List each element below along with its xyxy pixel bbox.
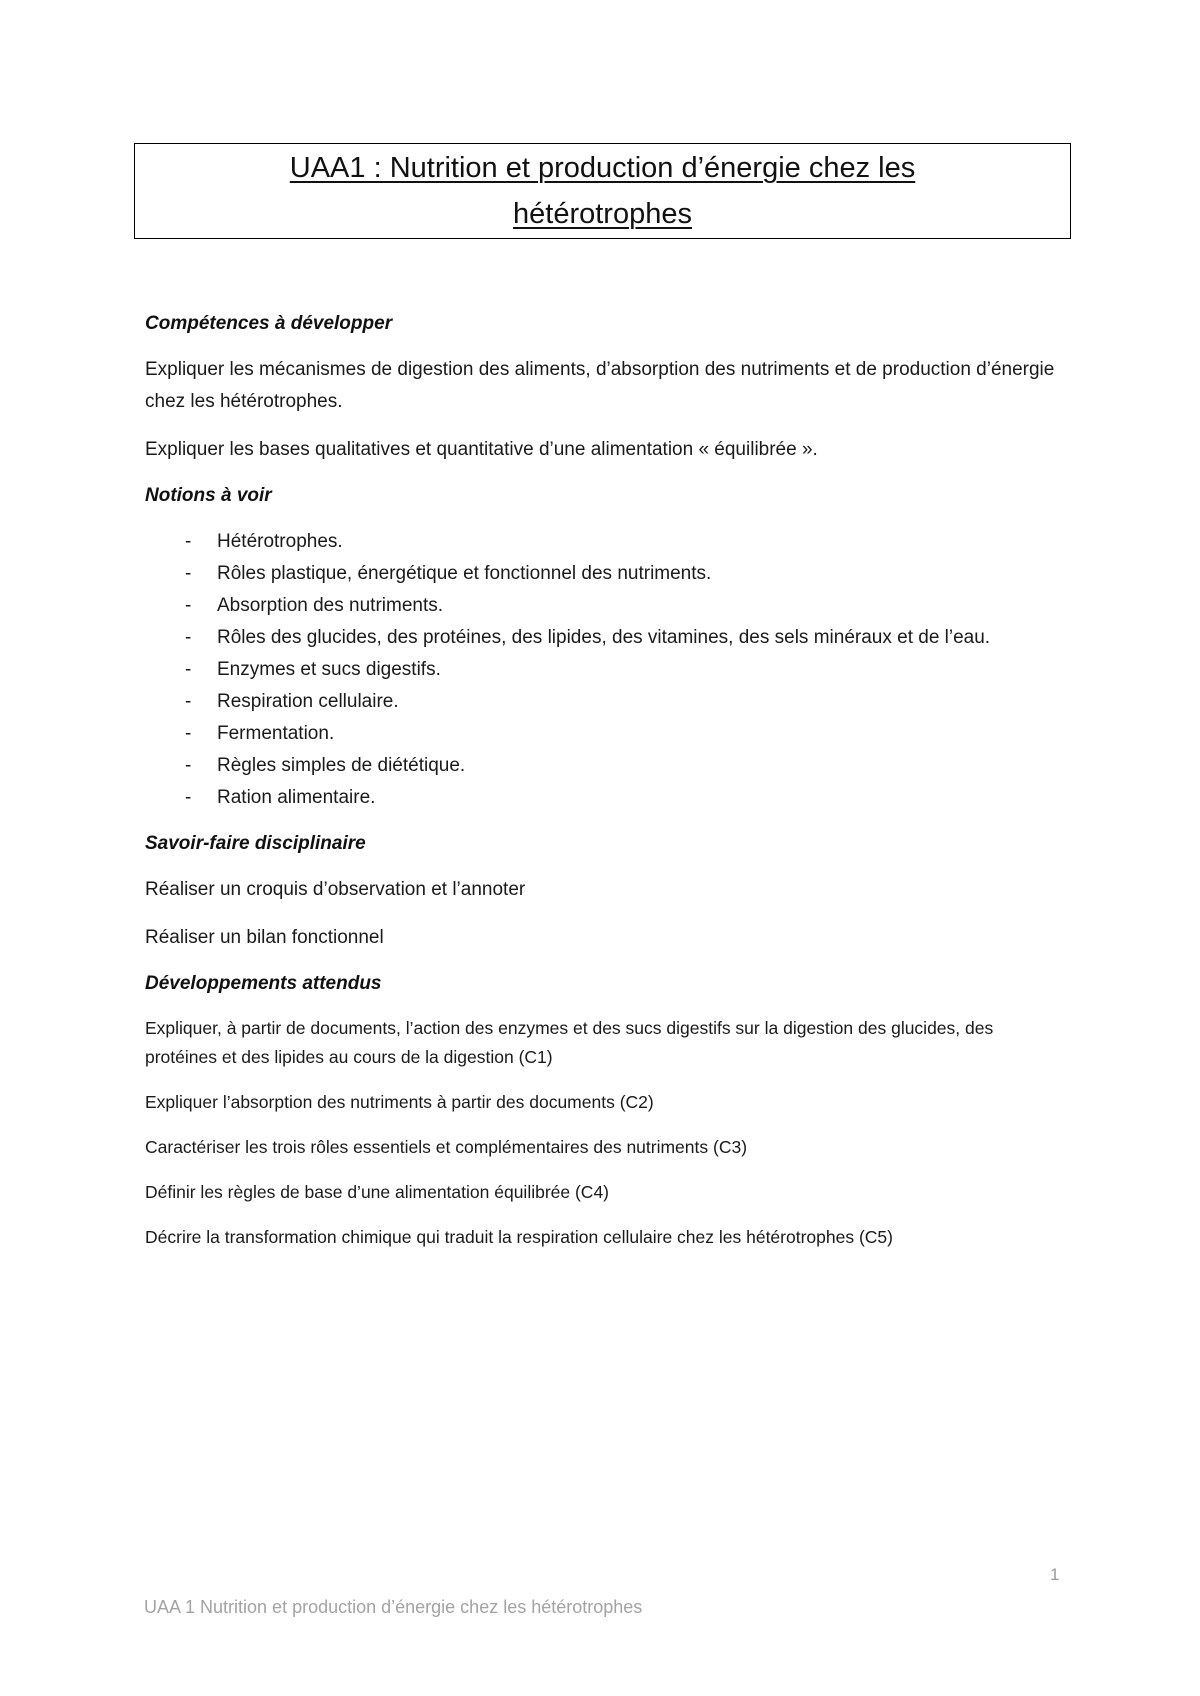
developpement-paragraph-c2: Expliquer l’absorption des nutriments à partir des documents (C2) bbox=[145, 1092, 654, 1112]
list-item-text: Respiration cellulaire. bbox=[217, 691, 399, 712]
document-title-line-2: hétérotrophes bbox=[513, 198, 692, 230]
list-bullet: - bbox=[185, 691, 192, 712]
list-item-text: Hétérotrophes. bbox=[217, 531, 343, 552]
list-bullet: - bbox=[185, 531, 192, 552]
list-item-text: Règles simples de diététique. bbox=[217, 755, 466, 776]
list-item bbox=[145, 718, 1060, 750]
list-bullet: - bbox=[185, 659, 192, 680]
title-box bbox=[134, 143, 1071, 239]
list-item-text: Enzymes et sucs digestifs. bbox=[217, 659, 441, 680]
developpement-paragraph-c3: Caractériser les trois rôles essentiels et complémentaires des nutriments (C3) bbox=[145, 1137, 748, 1157]
list-item-text: Rôles des glucides, des protéines, des lipides, des vitamines, des sels minéraux et de l’eau. bbox=[217, 627, 991, 648]
page-footer: UAA 1 Nutrition et production d’énergie chez les hétérotrophes bbox=[144, 1597, 643, 1617]
list-item bbox=[145, 686, 1060, 718]
section-heading-notions: Notions à voir bbox=[145, 485, 272, 506]
list-bullet: - bbox=[185, 563, 192, 584]
list-bullet: - bbox=[185, 595, 192, 616]
list-item-text: Absorption des nutriments. bbox=[217, 595, 444, 616]
list-item-text: Fermentation. bbox=[217, 723, 335, 744]
list-item-text: Ration alimentaire. bbox=[217, 787, 376, 808]
list-item bbox=[145, 622, 1060, 654]
section-heading-developpements: Développements attendus bbox=[145, 973, 382, 994]
savoir-faire-paragraph-2: Réaliser un bilan fonctionnel bbox=[145, 927, 384, 948]
competence-paragraph-1: Expliquer les mécanismes de digestion des aliments, d’absorption des nutriments et de production d’énergie chez les hétérotrophes. bbox=[145, 359, 1055, 412]
list-item bbox=[145, 750, 1060, 782]
savoir-faire-paragraph-1: Réaliser un croquis d’observation et l’annoter bbox=[145, 879, 526, 900]
section-heading-competences: Compétences à développer bbox=[145, 313, 393, 334]
competence-paragraph-2: Expliquer les bases qualitatives et quantitative d’une alimentation « équilibrée ». bbox=[145, 439, 818, 460]
document-title-line-1: UAA1 : Nutrition et production d’énergie chez les bbox=[289, 152, 916, 184]
list-item bbox=[145, 526, 1060, 558]
list-bullet: - bbox=[185, 755, 192, 776]
section-heading-savoir-faire: Savoir-faire disciplinaire bbox=[145, 833, 366, 854]
list-item bbox=[145, 782, 1060, 814]
developpement-paragraph-c4: Définir les règles de base d’une alimentation équilibrée (C4) bbox=[145, 1182, 610, 1202]
list-item-text: Rôles plastique, énergétique et fonctionnel des nutriments. bbox=[217, 563, 712, 584]
document-body bbox=[145, 310, 1060, 1268]
list-bullet: - bbox=[185, 787, 192, 808]
notions-list bbox=[145, 526, 1060, 814]
page-number: 1 bbox=[1050, 1565, 1060, 1584]
developpement-paragraph-c1: Expliquer, à partir de documents, l’action des enzymes et des sucs digestifs sur la digestion des glucides, des protéines et des lipides au cours de la digestion (C1) bbox=[145, 1018, 994, 1067]
list-item bbox=[145, 558, 1060, 590]
developpement-paragraph-c5: Décrire la transformation chimique qui traduit la respiration cellulaire chez les hétérotrophes (C5) bbox=[145, 1227, 893, 1247]
list-item bbox=[145, 590, 1060, 622]
list-item bbox=[145, 654, 1060, 686]
list-bullet: - bbox=[185, 627, 192, 648]
list-bullet: - bbox=[185, 723, 192, 744]
